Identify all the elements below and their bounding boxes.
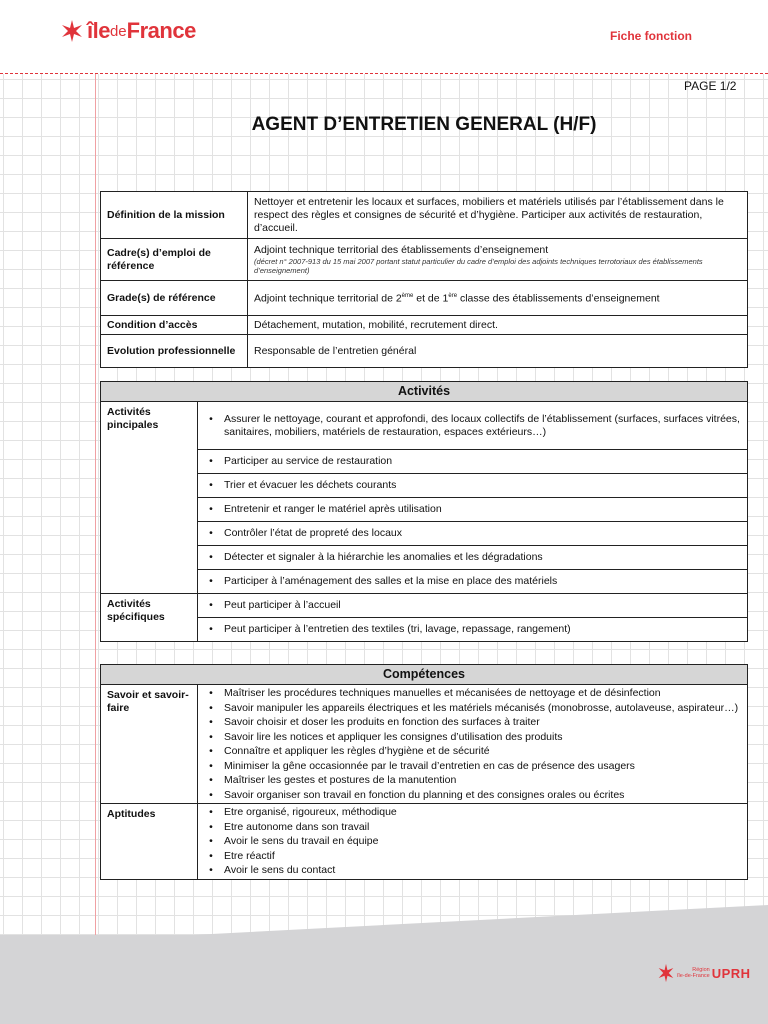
region-line-1: Région bbox=[692, 967, 710, 973]
item-text: Contrôler l’état de propreté des locaux bbox=[224, 527, 403, 539]
list-item bbox=[198, 788, 741, 803]
bullet: • bbox=[209, 730, 213, 743]
logo-de: de bbox=[109, 22, 127, 40]
bullet: • bbox=[209, 745, 213, 757]
item-text: Détecter et signaler à la hiérarchie les anomalies et les dégradations bbox=[224, 551, 543, 563]
acces-value: Détachement, mutation, mobilité, recrutement direct. bbox=[248, 316, 748, 335]
aptitudes-row bbox=[101, 804, 748, 880]
info-row-cadre bbox=[101, 239, 748, 281]
bullet: • bbox=[209, 806, 213, 818]
bullet: • bbox=[209, 701, 213, 714]
header-divider bbox=[0, 73, 768, 74]
acces-label: Condition d’accès bbox=[101, 316, 248, 335]
list-item bbox=[198, 863, 741, 878]
item-text: Etre organisé, rigoureux, méthodique bbox=[224, 806, 397, 818]
bullet: • bbox=[209, 551, 213, 563]
mission-value: Nettoyer et entretenir les locaux et surfaces, mobiliers et matériels utilisés par l’établissement dans le respect des règles et consignes de sécurité et d’hygiène. Participer aux activités de restauration, d’accueil. bbox=[248, 192, 748, 239]
list-item bbox=[101, 594, 748, 618]
bullet: • bbox=[209, 788, 213, 801]
document-type: Fiche fonction bbox=[610, 29, 692, 43]
list-item bbox=[101, 522, 748, 546]
footer-band bbox=[0, 935, 768, 1024]
bullet: • bbox=[209, 412, 213, 425]
star-icon bbox=[60, 19, 84, 43]
info-row-acces bbox=[101, 316, 748, 335]
info-row-grade bbox=[101, 281, 748, 316]
evolution-value: Responsable de l’entretien général bbox=[248, 335, 748, 368]
activites-heading: Activités bbox=[101, 382, 748, 402]
list-item bbox=[198, 686, 741, 701]
list-item bbox=[198, 744, 741, 759]
aptitudes-list bbox=[198, 804, 748, 880]
bullet: • bbox=[209, 503, 213, 515]
competences-heading: Compétences bbox=[101, 665, 748, 685]
specifiques-item-1 bbox=[198, 618, 748, 642]
item-text: Entretenir et ranger le matériel après utilisation bbox=[224, 503, 442, 515]
bullet: • bbox=[209, 759, 213, 772]
savoir-list bbox=[198, 685, 748, 804]
evolution-label: Evolution professionnelle bbox=[101, 335, 248, 368]
list-item bbox=[101, 402, 748, 450]
list-item bbox=[198, 834, 741, 849]
competences-table bbox=[100, 664, 748, 880]
bullet: • bbox=[209, 575, 213, 587]
uprh-logo bbox=[655, 962, 751, 984]
list-item bbox=[198, 730, 741, 745]
item-text: Peut participer à l’entretien des textiles (tri, lavage, repassage, rangement) bbox=[224, 623, 571, 635]
item-text: Savoir lire les notices et appliquer les consignes d’utilisation des produits bbox=[224, 730, 563, 743]
ile-de-france-logo bbox=[60, 18, 196, 44]
item-text: Assurer le nettoyage, courant et approfondi, des locaux collectifs de l’établissement (surfaces, surfaces vitrées, sanitaires, mobiliers, matériels de restauration, espaces extérieurs…) bbox=[224, 412, 740, 438]
specifiques-item-0 bbox=[198, 594, 748, 618]
cadre-label: Cadre(s) d’emploi de référence bbox=[101, 239, 248, 281]
item-text: Participer à l’aménagement des salles et la mise en place des matériels bbox=[224, 575, 558, 587]
uprh-text: UPRH bbox=[711, 965, 751, 981]
grade-text-2: et de 1 bbox=[413, 292, 449, 305]
principales-item-5 bbox=[198, 546, 748, 570]
principales-item-4 bbox=[198, 522, 748, 546]
item-text: Avoir le sens du contact bbox=[224, 864, 336, 876]
bullet: • bbox=[209, 479, 213, 491]
list-item bbox=[101, 474, 748, 498]
logo-france: France bbox=[126, 18, 196, 43]
list-item bbox=[198, 715, 741, 730]
item-text: Maîtriser les gestes et postures de la manutention bbox=[224, 774, 457, 786]
item-text: Avoir le sens du travail en équipe bbox=[224, 835, 379, 847]
region-line-2: île-de-France bbox=[677, 973, 710, 979]
list-item bbox=[198, 701, 741, 716]
principales-item-6 bbox=[198, 570, 748, 594]
margin-line bbox=[95, 74, 96, 954]
bullet: • bbox=[209, 599, 213, 611]
principales-label: Activités pincipales bbox=[101, 402, 198, 594]
item-text: Savoir choisir et doser les produits en fonction des surfaces à traiter bbox=[224, 716, 540, 728]
region-caption bbox=[677, 967, 710, 979]
list-item bbox=[198, 759, 741, 774]
grade-sup-2: ère bbox=[448, 293, 458, 300]
mission-label: Définition de la mission bbox=[101, 192, 248, 239]
grade-text-3: classe des établissements d’enseignement bbox=[457, 292, 660, 305]
item-text: Maîtriser les procédures techniques manuelles et mécanisées de nettoyage et de désinfection bbox=[224, 687, 661, 699]
grade-text-1: Adjoint technique territorial de 2 bbox=[254, 292, 402, 305]
item-text: Savoir organiser son travail en fonction du planning et des consignes orales ou écrites bbox=[224, 788, 625, 801]
list-item bbox=[101, 498, 748, 522]
bullet: • bbox=[209, 527, 213, 539]
specifiques-label: Activités spécifiques bbox=[101, 594, 198, 642]
savoir-label: Savoir et savoir-faire bbox=[101, 685, 198, 804]
grade-cell bbox=[248, 281, 748, 316]
list-item bbox=[101, 450, 748, 474]
aptitudes-label: Aptitudes bbox=[101, 804, 198, 880]
cadre-cell bbox=[248, 239, 748, 281]
item-text: Trier et évacuer les déchets courants bbox=[224, 479, 397, 491]
list-item bbox=[101, 618, 748, 642]
bullet: • bbox=[209, 455, 213, 467]
activites-table bbox=[100, 381, 748, 642]
item-text: Minimiser la gêne occasionnée par le travail d’entretien en cas de présence des usagers bbox=[224, 759, 635, 772]
bullet: • bbox=[209, 687, 213, 699]
competences-header-row bbox=[101, 665, 748, 685]
info-row-evolution bbox=[101, 335, 748, 368]
bullet: • bbox=[209, 864, 213, 876]
bullet: • bbox=[209, 623, 213, 635]
item-text: Savoir manipuler les appareils électriques et les matériels mécanisés (monobrosse, autolaveuse, aspirateur…) bbox=[224, 701, 739, 714]
principales-item-3 bbox=[198, 498, 748, 522]
list-item bbox=[198, 805, 741, 820]
bullet: • bbox=[209, 849, 213, 862]
savoir-row bbox=[101, 685, 748, 804]
bullet: • bbox=[209, 716, 213, 728]
page-title: AGENT D’ENTRETIEN GENERAL (H/F) bbox=[251, 114, 597, 135]
principales-item-2 bbox=[198, 474, 748, 498]
info-table bbox=[100, 191, 748, 368]
principales-item-1 bbox=[198, 450, 748, 474]
list-item bbox=[101, 570, 748, 594]
activites-header-row bbox=[101, 382, 748, 402]
info-row-mission bbox=[101, 192, 748, 239]
item-text: Connaître et appliquer les règles d’hygiène et de sécurité bbox=[224, 745, 490, 757]
item-text: Participer au service de restauration bbox=[224, 455, 393, 467]
star-icon bbox=[655, 962, 677, 984]
item-text: Etre réactif bbox=[224, 849, 275, 862]
grade-sup-1: ème bbox=[401, 293, 414, 300]
cadre-value: Adjoint technique territorial des établissements d’enseignement bbox=[254, 244, 549, 256]
page-number: PAGE 1/2 bbox=[684, 79, 737, 93]
list-item bbox=[198, 820, 741, 835]
list-item bbox=[198, 849, 741, 864]
item-text: Etre autonome dans son travail bbox=[224, 820, 370, 833]
cadre-note: (décret n° 2007-913 du 15 mai 2007 portant statut particulier du cadre d’emploi des adjoints techniques terrotoriaux des établissements d’enseignement) bbox=[254, 257, 703, 275]
principales-item-0 bbox=[198, 402, 748, 450]
bullet: • bbox=[209, 820, 213, 833]
bullet: • bbox=[209, 835, 213, 847]
grade-label: Grade(s) de référence bbox=[101, 281, 248, 316]
list-item bbox=[101, 546, 748, 570]
bullet: • bbox=[209, 774, 213, 786]
item-text: Peut participer à l’accueil bbox=[224, 599, 341, 611]
logo-ile: île bbox=[87, 18, 110, 43]
list-item bbox=[198, 773, 741, 788]
